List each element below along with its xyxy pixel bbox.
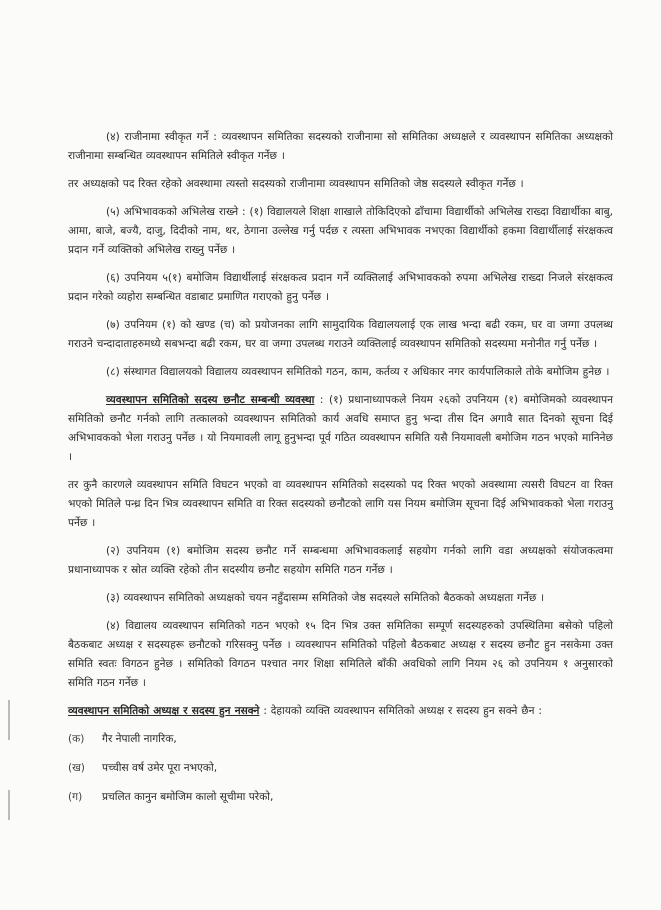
section-body: : देहायको व्यक्ति व्यवस्थापन समितिको अध्यक्ष र सदस्य हुन सक्ने छैन : [259, 705, 542, 717]
list-text: प्रचलित कानुन बमोजिम कालो सूचीमा परेको, [102, 791, 274, 803]
section-heading: व्यवस्थापन समितिको सदस्य छनौट सम्बन्धी व्यवस्था [106, 394, 315, 406]
paragraph-guardian-record: (५) अभिभावकको अभिलेख राख्ने : (१) विद्यालयले शिक्षा शाखाले तोकिदिएको ढाँचामा विद्यार्थीको अभिलेख राख्दा विद्यार्थीका बाबु, आमा, बाजे, बज्यै, दाजु, दिदीको नाम, थर, ठेगाना उल्लेख गर्नु पर्दछ र त्यस्ता अभिभावक नभएका विद्यार्थीको हकमा विद्यार्थीलाई संरक्षकत्व प्रदान गर्ने व्यक्तिको अभिलेख राख्नु पर्नेछ । [68, 206, 613, 256]
ineligibility-list [68, 730, 613, 807]
paragraph-resignation: (४) राजीनामा स्वीकृत गर्ने : व्यवस्थापन समितिका सदस्यको राजीनामा सो समितिका अध्यक्षले र व्यवस्थापन समितिका अध्यक्षको राजीनामा सम्बन्धित व्यवस्थापन समितिले स्वीकृत गर्नेछ । [68, 131, 613, 162]
paragraph-senior-member: (३) व्यवस्थापन समितिको अध्यक्षको चयन नहुँदासम्म समितिको जेष्ठ सदस्यले समितिको बैठकको अध्यक्षता गर्नेछ । [106, 592, 545, 604]
section-ineligibility [68, 702, 613, 721]
list-text: गैर नेपाली नागरिक, [102, 733, 177, 745]
scan-edge-mark [8, 700, 10, 740]
list-marker: (क) [68, 733, 85, 745]
paragraph-institutional-school: (८) संस्थागत विद्यालयको विद्यालय व्यवस्थापन समितिको गठन, काम, कर्तव्य र अधिकार नगर कार्यपालिकाले तोके बमोजिम हुनेछ । [106, 366, 610, 378]
list-marker: (ख) [68, 762, 85, 774]
list-item [68, 759, 613, 778]
paragraph-resignation-proviso: तर अध्यक्षको पद रिक्त रहेको अवस्थामा त्यस्तो सदस्यको राजीनामा व्यवस्थापन समितिको जेष्ठ सदस्यले स्वीकृत गर्नेछ । [68, 178, 524, 190]
paragraph-selection-committee: (२) उपनियम (१) बमोजिम सदस्य छनौट गर्ने सम्बन्धमा अभिभावकलाई सहयोग गर्नको लागि वडा अध्यक्षको संयोजकत्वमा प्रधानाध्यापक र स्रोत व्यक्ति रहेको तीन सदस्यीय छनौट सहयोग समिति गठन गर्नेछ । [68, 545, 613, 576]
paragraph-first-meeting: (४) विद्यालय व्यवस्थापन समितिको गठन भएको १५ दिन भित्र उक्त समितिका सम्पूर्ण सदस्यहरुको उपस्थितिमा बसेको पहिलो बैठकबाट अध्यक्ष र सदस्यहरू छनौटको गरिसक्नु पर्नेछ । व्यवस्थापन समितिको पहिलो बैठकबाट अध्यक्ष र सदस्य छनौट हुन नसकेमा उक्त समिति स्वतः विगठन हुनेछ । समितिको विगठन पश्चात नगर शिक्षा समितिले बाँकी अवधिको लागि नियम २६ को उपनियम १ अनुसारको समिति गठन गर्नेछ । [68, 620, 613, 689]
paragraph-dissolution-proviso: तर कुनै कारणले व्यवस्थापन समिति विघटन भएको वा व्यवस्थापन समितिको सदस्यको पद रिक्त भएको अवस्थामा त्यसरी विघटन वा रिक्त भएको मितिले पन्ध्र दिन भित्र व्यवस्थापन समिति वा रिक्त सदस्यको छनौटको लागि यस नियम बमोजिम सूचना दिई अभिभावकको भेला गराउनु पर्नेछ । [68, 479, 613, 529]
section-member-selection [68, 391, 613, 467]
paragraph-guardian-verification: (६) उपनियम ५(१) बमोजिम विद्यार्थीलाई संरक्षकत्व प्रदान गर्ने व्यक्तिलाई अभिभावकको रुपमा अभिलेख राख्दा निजले संरक्षकत्व प्रदान गरेको व्यहोरा सम्बन्धित वडाबाट प्रमाणित गराएको हुनु पर्नेछ । [68, 272, 613, 303]
list-marker: (ग) [68, 791, 83, 803]
section-heading: व्यवस्थापन समितिको अध्यक्ष र सदस्य हुन नसक्ने [68, 705, 260, 717]
list-item [68, 730, 613, 749]
list-item [68, 788, 613, 807]
list-text: पच्चीस वर्ष उमेर पूरा नभएको, [102, 762, 218, 774]
paragraph-donor-nomination: (७) उपनियम (१) को खण्ड (च) को प्रयोजनका लागि सामुदायिक विद्यालयलाई एक लाख भन्दा बढी रकम, घर वा जग्गा उपलब्ध गराउने चन्दादाताहरुमध्ये सबभन्दा बढी रकम, घर वा जग्गा उपलब्ध गराउने व्यक्तिलाई व्यवस्थापन समितिको सदस्यमा मनोनीत गर्नु पर्नेछ । [68, 319, 613, 350]
section-body: : (१) प्रधानाध्यापकले नियम २६को उपनियम (१) बमोजिमको व्यवस्थापन समितिको छनौट गर्नको लागि तत्कालको व्यवस्थापन समितिको कार्य अवधि समाप्त हुनु भन्दा तीस दिन अगावै सात दिनको सूचना दिई अभिभावकको भेला गराउनु पर्नेछ । यो नियमावली लागू हुनुभन्दा पूर्व गठित व्यवस्थापन समिति यसै नियमावली बमोजिम गठन भएको मानिनेछ । [68, 394, 614, 463]
scan-edge-mark [8, 790, 10, 820]
